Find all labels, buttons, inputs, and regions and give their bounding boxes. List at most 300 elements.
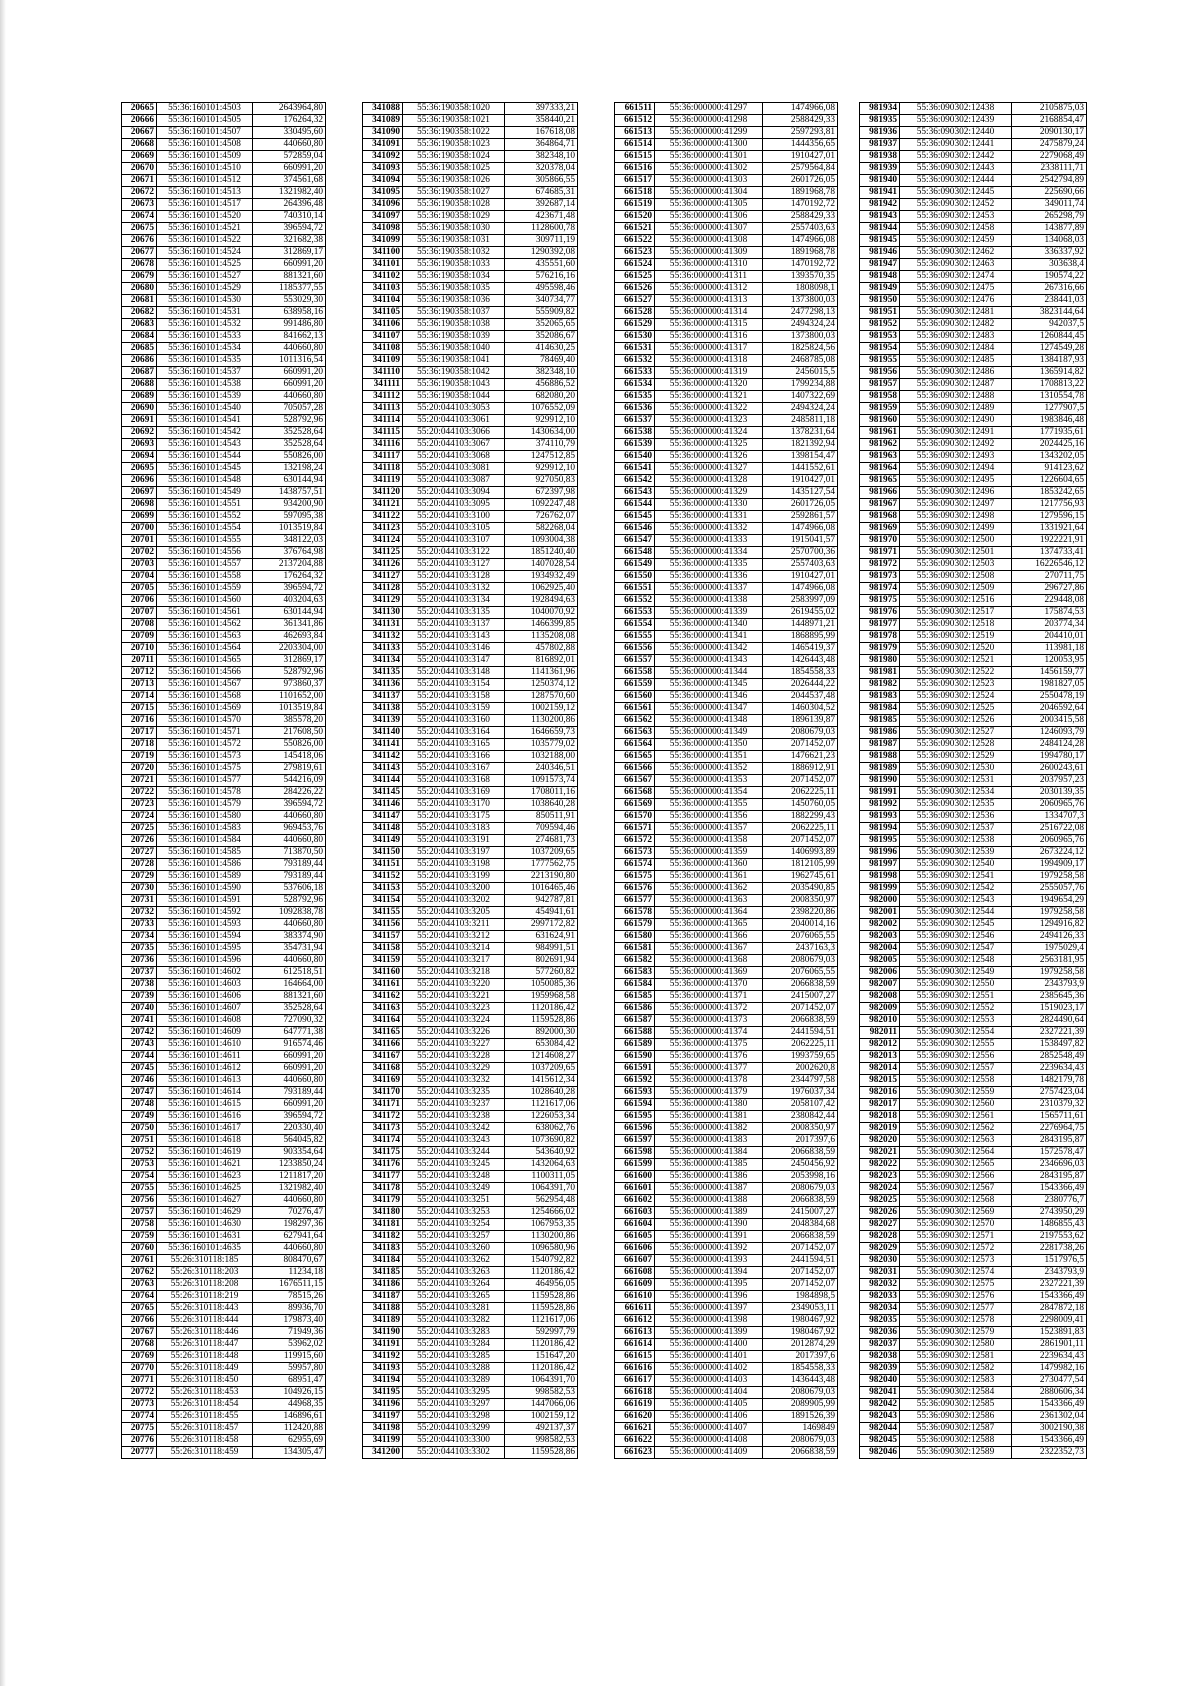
row-number-cell: 20667 <box>122 127 157 139</box>
cadastral-number-cell: 55:36:090302:12498 <box>900 511 1012 523</box>
value-cell: 229448,08 <box>1012 595 1087 607</box>
table-row <box>615 1423 838 1435</box>
cadastral-number-cell: 55:36:160101:4607 <box>157 1003 253 1015</box>
value-cell: 2310379,32 <box>1012 1099 1087 1111</box>
table-row <box>363 523 578 535</box>
row-number-cell: 20680 <box>122 283 157 295</box>
cadastral-number-cell: 55:36:000000:41303 <box>655 175 763 187</box>
row-number-cell: 20669 <box>122 151 157 163</box>
table-row <box>363 379 578 391</box>
table-row <box>363 199 578 211</box>
value-cell: 321682,38 <box>253 235 326 247</box>
row-number-cell: 20731 <box>122 895 157 907</box>
cadastral-number-cell: 55:36:160101:4567 <box>157 679 253 691</box>
cadastral-number-cell: 55:20:044103:3298 <box>403 1411 505 1423</box>
row-number-cell: 981948 <box>860 271 900 283</box>
cadastral-number-cell: 55:36:160101:4558 <box>157 571 253 583</box>
cadastral-number-cell: 55:36:000000:41360 <box>655 859 763 871</box>
cadastral-number-cell: 55:36:160101:4509 <box>157 151 253 163</box>
cadastral-number-cell: 55:36:090302:12519 <box>900 631 1012 643</box>
row-number-cell: 341164 <box>363 1015 403 1027</box>
value-cell: 1882299,43 <box>763 811 838 823</box>
table-row <box>363 1171 578 1183</box>
row-number-cell: 661513 <box>615 127 655 139</box>
cadastral-number-cell: 55:36:160101:4540 <box>157 403 253 415</box>
row-number-cell: 661522 <box>615 235 655 247</box>
value-cell: 1891968,78 <box>763 187 838 199</box>
value-cell: 2563181,95 <box>1012 955 1087 967</box>
row-number-cell: 661604 <box>615 1219 655 1231</box>
row-number-cell: 661516 <box>615 163 655 175</box>
value-cell: 352065,65 <box>505 319 578 331</box>
table-row <box>122 1015 326 1027</box>
cadastral-number-cell: 55:36:090302:12521 <box>900 655 1012 667</box>
row-number-cell: 661525 <box>615 271 655 283</box>
table-row <box>860 115 1087 127</box>
row-number-cell: 20773 <box>122 1399 157 1411</box>
cadastral-number-cell: 55:20:044103:3281 <box>403 1303 505 1315</box>
table-row <box>363 727 578 739</box>
row-number-cell: 20694 <box>122 451 157 463</box>
table-row <box>860 571 1087 583</box>
row-number-cell: 981982 <box>860 679 900 691</box>
value-cell: 112420,88 <box>253 1423 326 1435</box>
table-row <box>363 283 578 295</box>
value-cell: 2494324,24 <box>763 403 838 415</box>
value-cell: 572859,04 <box>253 151 326 163</box>
row-number-cell: 20750 <box>122 1123 157 1135</box>
row-number-cell: 341192 <box>363 1351 403 1363</box>
table-row <box>363 475 578 487</box>
cadastral-number-cell: 55:36:160101:4524 <box>157 247 253 259</box>
value-cell: 2456015,5 <box>763 367 838 379</box>
value-cell: 1398154,47 <box>763 451 838 463</box>
value-cell: 1310554,78 <box>1012 391 1087 403</box>
cadastral-number-cell: 55:36:160101:4571 <box>157 727 253 739</box>
cadastral-number-cell: 55:20:044103:3242 <box>403 1123 505 1135</box>
table-row <box>615 1447 838 1459</box>
value-cell: 1091573,74 <box>505 775 578 787</box>
table-row <box>122 235 326 247</box>
value-cell: 70276,47 <box>253 1207 326 1219</box>
cadastral-number-cell: 55:20:044103:3135 <box>403 607 505 619</box>
cadastral-number-cell: 55:36:190358:1042 <box>403 367 505 379</box>
row-number-cell: 341097 <box>363 211 403 223</box>
table-row <box>860 139 1087 151</box>
row-number-cell: 20777 <box>122 1447 157 1459</box>
row-number-cell: 981942 <box>860 199 900 211</box>
value-cell: 2415007,27 <box>763 1207 838 1219</box>
table-row <box>122 787 326 799</box>
table-row <box>860 391 1087 403</box>
table-row <box>363 1231 578 1243</box>
row-number-cell: 981979 <box>860 643 900 655</box>
cadastral-number-cell: 55:20:044103:3191 <box>403 835 505 847</box>
value-cell: 1016465,46 <box>505 883 578 895</box>
row-number-cell: 341177 <box>363 1171 403 1183</box>
table-row <box>363 1387 578 1399</box>
value-cell: 550826,00 <box>253 451 326 463</box>
row-number-cell: 661603 <box>615 1207 655 1219</box>
row-number-cell: 661622 <box>615 1435 655 1447</box>
row-number-cell: 341193 <box>363 1363 403 1375</box>
registry-table-column-3 <box>614 102 838 1459</box>
value-cell: 1274549,28 <box>1012 343 1087 355</box>
value-cell: 2080679,03 <box>763 955 838 967</box>
row-number-cell: 661606 <box>615 1243 655 1255</box>
table-row <box>363 1183 578 1195</box>
table-row <box>860 427 1087 439</box>
cadastral-number-cell: 55:20:044103:3237 <box>403 1099 505 1111</box>
value-cell: 382348,10 <box>505 151 578 163</box>
cadastral-number-cell: 55:36:160101:4505 <box>157 115 253 127</box>
table-row <box>860 379 1087 391</box>
table-row <box>122 1291 326 1303</box>
value-cell: 1896139,87 <box>763 715 838 727</box>
table-row <box>363 1423 578 1435</box>
cadastral-number-cell: 55:36:090302:12544 <box>900 907 1012 919</box>
cadastral-number-cell: 55:20:044103:3249 <box>403 1183 505 1195</box>
row-number-cell: 341158 <box>363 943 403 955</box>
cadastral-number-cell: 55:36:160101:4510 <box>157 163 253 175</box>
cadastral-number-cell: 55:36:190358:1031 <box>403 235 505 247</box>
row-number-cell: 661563 <box>615 727 655 739</box>
table-row <box>615 1411 838 1423</box>
cadastral-number-cell: 55:20:044103:3061 <box>403 415 505 427</box>
row-number-cell: 661565 <box>615 751 655 763</box>
cadastral-number-cell: 55:20:044103:3094 <box>403 487 505 499</box>
row-number-cell: 20717 <box>122 727 157 739</box>
table-row <box>363 1411 578 1423</box>
cadastral-number-cell: 55:26:310118:203 <box>157 1267 253 1279</box>
value-cell: 1456159,77 <box>1012 667 1087 679</box>
value-cell: 330495,60 <box>253 127 326 139</box>
cadastral-number-cell: 55:20:044103:3289 <box>403 1375 505 1387</box>
value-cell: 2852548,49 <box>1012 1051 1087 1063</box>
cadastral-number-cell: 55:36:190358:1033 <box>403 259 505 271</box>
value-cell: 2279068,49 <box>1012 151 1087 163</box>
cadastral-number-cell: 55:36:000000:41336 <box>655 571 763 583</box>
table-row <box>860 763 1087 775</box>
value-cell: 638062,76 <box>505 1123 578 1135</box>
row-number-cell: 661617 <box>615 1375 655 1387</box>
value-cell: 1002159,12 <box>505 1411 578 1423</box>
value-cell: 2066838,59 <box>763 1147 838 1159</box>
row-number-cell: 20726 <box>122 835 157 847</box>
table-row <box>615 271 838 283</box>
row-number-cell: 341134 <box>363 655 403 667</box>
value-cell: 203774,34 <box>1012 619 1087 631</box>
value-cell: 2673224,12 <box>1012 847 1087 859</box>
row-number-cell: 661541 <box>615 463 655 475</box>
cadastral-number-cell: 55:20:044103:3183 <box>403 823 505 835</box>
value-cell: 119915,60 <box>253 1351 326 1363</box>
table-row <box>860 883 1087 895</box>
table-row <box>122 1303 326 1315</box>
row-number-cell: 982013 <box>860 1051 900 1063</box>
row-number-cell: 981999 <box>860 883 900 895</box>
value-cell: 1226604,65 <box>1012 475 1087 487</box>
cadastral-number-cell: 55:36:090302:12440 <box>900 127 1012 139</box>
table-row <box>860 955 1087 967</box>
cadastral-number-cell: 55:36:090302:12458 <box>900 223 1012 235</box>
row-number-cell: 981967 <box>860 499 900 511</box>
table-row <box>860 1087 1087 1099</box>
table-row <box>122 1423 326 1435</box>
value-cell: 2322352,73 <box>1012 1447 1087 1459</box>
value-cell: 2003415,58 <box>1012 715 1087 727</box>
value-cell: 2090130,17 <box>1012 127 1087 139</box>
value-cell: 1812105,99 <box>763 859 838 871</box>
row-number-cell: 661529 <box>615 319 655 331</box>
table-row <box>363 823 578 835</box>
table-row <box>122 1363 326 1375</box>
value-cell: 1854558,33 <box>763 667 838 679</box>
value-cell: 1979258,58 <box>1012 871 1087 883</box>
table-row <box>363 655 578 667</box>
row-number-cell: 341198 <box>363 1423 403 1435</box>
row-number-cell: 661613 <box>615 1327 655 1339</box>
cadastral-number-cell: 55:36:160101:4525 <box>157 259 253 271</box>
cadastral-number-cell: 55:36:000000:41390 <box>655 1219 763 1231</box>
value-cell: 929912,10 <box>505 415 578 427</box>
table-row <box>122 1003 326 1015</box>
value-cell: 969453,76 <box>253 823 326 835</box>
cadastral-number-cell: 55:20:044103:3226 <box>403 1027 505 1039</box>
row-number-cell: 20693 <box>122 439 157 451</box>
cadastral-number-cell: 55:36:190358:1029 <box>403 211 505 223</box>
value-cell: 1415612,34 <box>505 1075 578 1087</box>
cadastral-number-cell: 55:36:000000:41305 <box>655 199 763 211</box>
value-cell: 2380776,7 <box>1012 1195 1087 1207</box>
row-number-cell: 982025 <box>860 1195 900 1207</box>
table-row <box>122 1123 326 1135</box>
table-row <box>615 1015 838 1027</box>
value-cell: 78469,40 <box>505 355 578 367</box>
cadastral-number-cell: 55:20:044103:3122 <box>403 547 505 559</box>
row-number-cell: 20706 <box>122 595 157 607</box>
row-number-cell: 341184 <box>363 1255 403 1267</box>
row-number-cell: 20774 <box>122 1411 157 1423</box>
row-number-cell: 20764 <box>122 1291 157 1303</box>
table-row <box>122 751 326 763</box>
cadastral-number-cell: 55:36:000000:41344 <box>655 667 763 679</box>
row-number-cell: 661569 <box>615 799 655 811</box>
table-row <box>860 151 1087 163</box>
cadastral-number-cell: 55:36:090302:12523 <box>900 679 1012 691</box>
table-row <box>363 1363 578 1375</box>
cadastral-number-cell: 55:36:000000:41365 <box>655 919 763 931</box>
table-row <box>615 151 838 163</box>
cadastral-number-cell: 55:36:090302:12554 <box>900 1027 1012 1039</box>
table-row <box>122 1267 326 1279</box>
value-cell: 929912,10 <box>505 463 578 475</box>
value-cell: 1120186,42 <box>505 1267 578 1279</box>
cadastral-number-cell: 55:20:044103:3160 <box>403 715 505 727</box>
cadastral-number-cell: 55:26:310118:447 <box>157 1339 253 1351</box>
table-row <box>363 1147 578 1159</box>
table-row <box>860 1219 1087 1231</box>
value-cell: 264396,48 <box>253 199 326 211</box>
table-row <box>860 1063 1087 1075</box>
table-row <box>363 967 578 979</box>
table-row <box>122 715 326 727</box>
value-cell: 1517976,5 <box>1012 1255 1087 1267</box>
row-number-cell: 981968 <box>860 511 900 523</box>
value-cell: 2203304,00 <box>253 643 326 655</box>
table-row <box>860 271 1087 283</box>
value-cell: 638958,16 <box>253 307 326 319</box>
cadastral-number-cell: 55:36:000000:41338 <box>655 595 763 607</box>
table-row <box>363 535 578 547</box>
row-number-cell: 20704 <box>122 571 157 583</box>
row-number-cell: 981961 <box>860 427 900 439</box>
row-number-cell: 20762 <box>122 1267 157 1279</box>
value-cell: 1959968,58 <box>505 991 578 1003</box>
value-cell: 284226,22 <box>253 787 326 799</box>
table-row <box>122 295 326 307</box>
value-cell: 456886,52 <box>505 379 578 391</box>
row-number-cell: 661576 <box>615 883 655 895</box>
row-number-cell: 20679 <box>122 271 157 283</box>
table-row <box>363 1315 578 1327</box>
row-number-cell: 981946 <box>860 247 900 259</box>
row-number-cell: 661544 <box>615 499 655 511</box>
row-number-cell: 341096 <box>363 199 403 211</box>
value-cell: 2239634,43 <box>1012 1351 1087 1363</box>
row-number-cell: 20771 <box>122 1375 157 1387</box>
row-number-cell: 20719 <box>122 751 157 763</box>
cadastral-number-cell: 55:36:000000:41377 <box>655 1063 763 1075</box>
row-number-cell: 341194 <box>363 1375 403 1387</box>
cadastral-number-cell: 55:20:044103:3224 <box>403 1015 505 1027</box>
row-number-cell: 982026 <box>860 1207 900 1219</box>
cadastral-number-cell: 55:36:160101:4529 <box>157 283 253 295</box>
table-row <box>363 703 578 715</box>
cadastral-number-cell: 55:36:090302:12539 <box>900 847 1012 859</box>
table-row <box>122 1195 326 1207</box>
table-row <box>363 487 578 499</box>
table-row <box>615 1387 838 1399</box>
row-number-cell: 982018 <box>860 1111 900 1123</box>
value-cell: 1217756,93 <box>1012 499 1087 511</box>
row-number-cell: 341150 <box>363 847 403 859</box>
value-cell: 577260,82 <box>505 967 578 979</box>
table-row <box>860 1423 1087 1435</box>
table-row <box>615 667 838 679</box>
row-number-cell: 661579 <box>615 919 655 931</box>
value-cell: 1470192,72 <box>763 199 838 211</box>
cadastral-number-cell: 55:36:000000:41387 <box>655 1183 763 1195</box>
table-row <box>122 1183 326 1195</box>
row-number-cell: 341108 <box>363 343 403 355</box>
table-row <box>860 1279 1087 1291</box>
value-cell: 2475879,24 <box>1012 139 1087 151</box>
table-row <box>860 559 1087 571</box>
value-cell: 991486,80 <box>253 319 326 331</box>
value-cell: 1435127,54 <box>763 487 838 499</box>
row-number-cell: 981973 <box>860 571 900 583</box>
value-cell: 2550478,19 <box>1012 691 1087 703</box>
row-number-cell: 341119 <box>363 475 403 487</box>
cadastral-number-cell: 55:20:044103:3221 <box>403 991 505 1003</box>
row-number-cell: 661520 <box>615 211 655 223</box>
row-number-cell: 20752 <box>122 1147 157 1159</box>
row-number-cell: 981976 <box>860 607 900 619</box>
row-number-cell: 341160 <box>363 967 403 979</box>
table-row <box>615 679 838 691</box>
cadastral-number-cell: 55:36:000000:41345 <box>655 679 763 691</box>
cadastral-number-cell: 55:36:090302:12443 <box>900 163 1012 175</box>
table-row <box>860 847 1087 859</box>
value-cell: 914123,62 <box>1012 463 1087 475</box>
row-number-cell: 982039 <box>860 1363 900 1375</box>
value-cell: 2213190,80 <box>505 871 578 883</box>
cadastral-number-cell: 55:36:000000:41309 <box>655 247 763 259</box>
cadastral-number-cell: 55:36:000000:41299 <box>655 127 763 139</box>
value-cell: 440660,80 <box>253 1075 326 1087</box>
row-number-cell: 982004 <box>860 943 900 955</box>
table-row <box>615 379 838 391</box>
value-cell: 1450760,05 <box>763 799 838 811</box>
cadastral-number-cell: 55:36:090302:12531 <box>900 775 1012 787</box>
value-cell: 597095,38 <box>253 511 326 523</box>
cadastral-number-cell: 55:36:090302:12476 <box>900 295 1012 307</box>
table-row <box>615 535 838 547</box>
table-row <box>363 1303 578 1315</box>
cadastral-number-cell: 55:36:000000:41340 <box>655 619 763 631</box>
table-row <box>615 1231 838 1243</box>
value-cell: 2076065,55 <box>763 931 838 943</box>
value-cell: 1279596,15 <box>1012 511 1087 523</box>
value-cell: 2880606,34 <box>1012 1387 1087 1399</box>
value-cell: 2276964,75 <box>1012 1123 1087 1135</box>
value-cell: 1128600,78 <box>505 223 578 235</box>
value-cell: 881321,60 <box>253 271 326 283</box>
table-row <box>615 583 838 595</box>
value-cell: 674685,31 <box>505 187 578 199</box>
row-number-cell: 341102 <box>363 271 403 283</box>
row-number-cell: 981956 <box>860 367 900 379</box>
table-row <box>363 787 578 799</box>
table-row <box>122 571 326 583</box>
value-cell: 2601726,05 <box>763 175 838 187</box>
cadastral-number-cell: 55:36:000000:41400 <box>655 1339 763 1351</box>
cadastral-number-cell: 55:36:160101:4583 <box>157 823 253 835</box>
row-number-cell: 661614 <box>615 1339 655 1351</box>
row-number-cell: 20688 <box>122 379 157 391</box>
cadastral-number-cell: 55:36:000000:41407 <box>655 1423 763 1435</box>
table-row <box>363 607 578 619</box>
cadastral-number-cell: 55:20:044103:3217 <box>403 955 505 967</box>
value-cell: 1407322,69 <box>763 391 838 403</box>
cadastral-number-cell: 55:36:160101:4566 <box>157 667 253 679</box>
table-row <box>860 523 1087 535</box>
cadastral-number-cell: 55:36:190358:1036 <box>403 295 505 307</box>
table-row <box>615 751 838 763</box>
value-cell: 1460304,52 <box>763 703 838 715</box>
table-row <box>615 775 838 787</box>
row-number-cell: 982040 <box>860 1375 900 1387</box>
cadastral-number-cell: 55:36:090302:12439 <box>900 115 1012 127</box>
table-row <box>615 1351 838 1363</box>
table-row <box>860 1147 1087 1159</box>
value-cell: 1373800,03 <box>763 295 838 307</box>
cadastral-number-cell: 55:36:160101:4541 <box>157 415 253 427</box>
cadastral-number-cell: 55:36:090302:12459 <box>900 235 1012 247</box>
row-number-cell: 981978 <box>860 631 900 643</box>
table-row <box>615 1195 838 1207</box>
